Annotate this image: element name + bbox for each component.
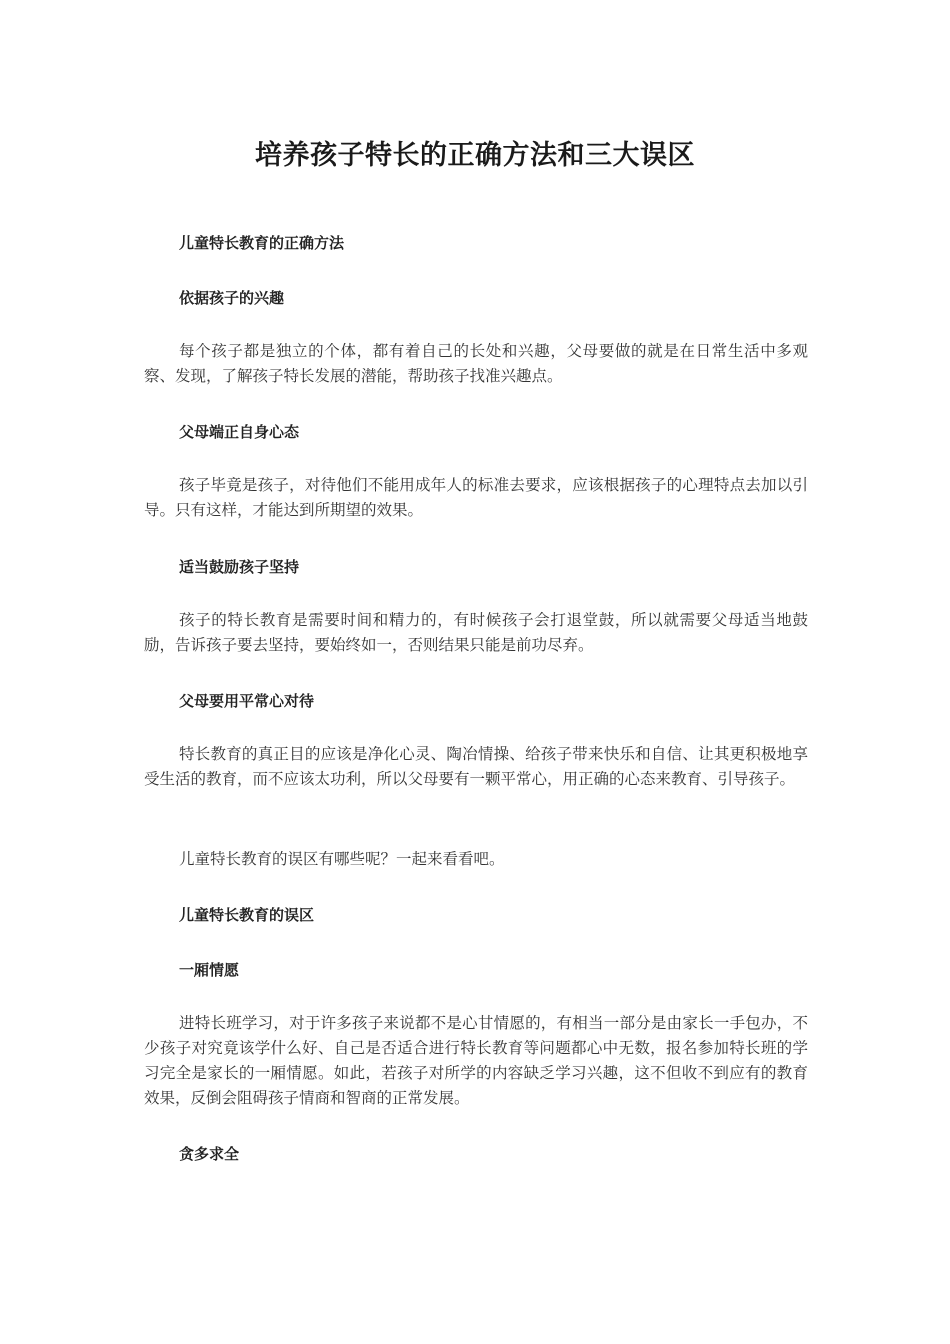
subheading-greedy: 贪多求全 <box>179 1145 240 1163</box>
paragraph-wishful: 进特长班学习，对于许多孩子来说都不是心甘情愿的，有相当一部分是由家长一手包办，不少孩子对究竟该学什么好、自己是否适合进行特长教育等问题都心中无数，报名参加特长班的学习完全是家长的一厢情愿。如此，若孩子对所学的内容缺乏学习兴趣，这不但收不到应有的教育效果，反倒会阻碍孩子情商和智商的正常发展。 <box>144 1014 808 1107</box>
subheading-encourage: 适当鼓励孩子坚持 <box>179 558 300 576</box>
section-heading-correct-methods: 儿童特长教育的正确方法 <box>179 234 345 252</box>
subheading-parent-mindset: 父母端正自身心态 <box>179 423 300 441</box>
subheading-wishful: 一厢情愿 <box>179 961 240 979</box>
paragraph-parent-mindset: 孩子毕竟是孩子，对待他们不能用成年人的标准去要求，应该根据孩子的心理特点去加以引导。只有这样，才能达到所期望的效果。 <box>144 476 808 519</box>
subheading-ordinary-mind: 父母要用平常心对待 <box>179 692 315 710</box>
paragraph-transition: 儿童特长教育的误区有哪些呢？一起来看看吧。 <box>179 850 505 868</box>
paragraph-interest: 每个孩子都是独立的个体，都有着自己的长处和兴趣，父母要做的就是在日常生活中多观察、发现，了解孩子特长发展的潜能，帮助孩子找准兴趣点。 <box>144 342 808 385</box>
document-title: 培养孩子特长的正确方法和三大误区 <box>255 140 695 171</box>
paragraph-encourage: 孩子的特长教育是需要时间和精力的，有时候孩子会打退堂鼓，所以就需要父母适当地鼓励，告诉孩子要去坚持，要始终如一，否则结果只能是前功尽弃。 <box>144 611 808 654</box>
paragraph-ordinary-mind: 特长教育的真正目的应该是净化心灵、陶冶情操、给孩子带来快乐和自信、让其更积极地享受生活的教育，而不应该太功利，所以父母要有一颗平常心，用正确的心态来教育、引导孩子。 <box>144 745 808 788</box>
subheading-interest: 依据孩子的兴趣 <box>179 289 285 307</box>
section-heading-misconceptions: 儿童特长教育的误区 <box>179 906 315 924</box>
